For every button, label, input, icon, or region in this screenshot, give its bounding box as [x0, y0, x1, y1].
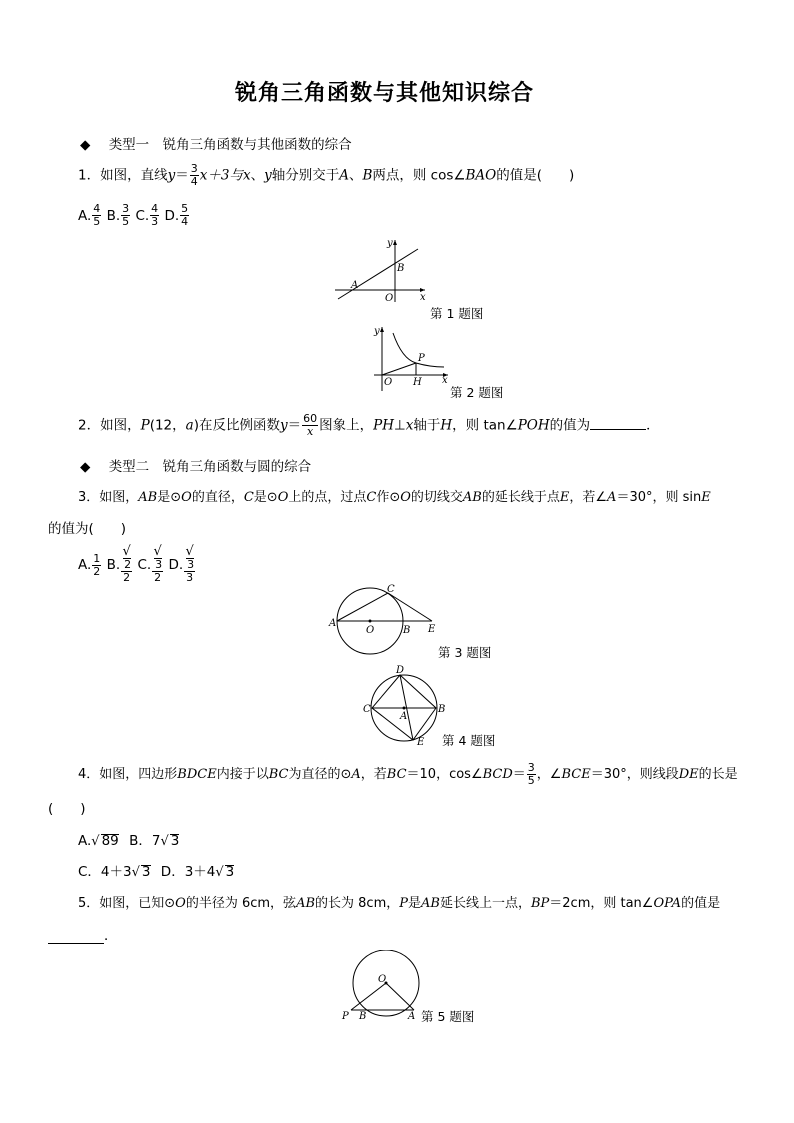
label-d: D — [396, 665, 405, 676]
option-a[interactable]: A. $\frac{1}{2}$ — [78, 551, 101, 578]
figure-2-caption: 第 2 题图 — [450, 385, 504, 400]
figure-5-circle-chord — [338, 950, 422, 1024]
tangent-ce — [388, 593, 432, 621]
fraction: $\frac{3}{4}$ — [190, 162, 198, 188]
question-1-options — [78, 203, 190, 228]
label-c: C — [387, 584, 395, 595]
label-b: B — [403, 625, 411, 636]
line-ab — [338, 249, 418, 299]
question-4-line2: ( ) — [48, 801, 86, 817]
option-a[interactable]: A. $\frac{4}{5}$ — [78, 202, 101, 228]
option-c[interactable]: C. $\frac{4}{3}$ — [135, 202, 159, 228]
question-3-options — [78, 546, 196, 584]
question-3-line2: 的值为( ) — [48, 521, 127, 537]
option-b[interactable]: B. √ 2 2 — [106, 544, 132, 584]
option-b[interactable]: B. $\frac{3}{5}$ — [106, 202, 130, 228]
figure-1-caption: 第 1 题图 — [430, 306, 484, 321]
label-a: A — [329, 618, 337, 629]
figure-3-caption: 第 3 题图 — [438, 645, 492, 660]
figure-2-hyperbola-graph — [368, 323, 450, 395]
question-1: 1．如图，直线y＝ $\frac{3}{4}$ x＋3与x、y轴分别交于A、B两点，则 cos∠BAO的值是( ) — [78, 162, 575, 188]
figure-3-circle-tangent — [326, 584, 442, 658]
label-p: P — [342, 1011, 349, 1022]
label-x: x — [442, 375, 448, 386]
question-4-options-ab — [78, 829, 179, 849]
figure-1-line-graph — [330, 236, 430, 306]
label-y: y — [387, 238, 393, 249]
label-o: O — [378, 974, 387, 985]
section-1-label: 类型一 锐角三角函数与其他函数的综合 — [108, 137, 352, 153]
center-o — [369, 620, 372, 623]
question-3: 3．如图，AB是⊙O的直径，C是⊙O上的点，过点C作⊙O的切线交AB的延长线于点E，若∠A＝30°，则 sinE — [78, 490, 711, 505]
center-a — [403, 707, 406, 710]
label-y: y — [374, 326, 380, 337]
question-5: 5．如图，已知⊙O的半径为 6cm，弦AB的长为 8cm，P是AB延长线上一点，BP＝2cm，则 tan∠OPA的值是 — [78, 896, 721, 911]
section-2-label: 类型二 锐角三角函数与圆的综合 — [108, 459, 312, 475]
bullet-icon: ◆ — [80, 137, 91, 153]
option-c[interactable]: C. √ 3 2 — [137, 544, 163, 584]
label-c: C — [363, 704, 371, 715]
label-p: P — [418, 353, 425, 364]
answer-blank[interactable] — [590, 417, 646, 430]
segment-op — [382, 363, 416, 375]
option-d[interactable]: D．3＋4√ 3 — [160, 864, 235, 880]
option-d[interactable]: D. $\frac{5}{4}$ — [164, 202, 189, 228]
question-5-line2: ． — [48, 924, 118, 944]
bullet-icon: ◆ — [80, 459, 91, 475]
label-o: O — [385, 293, 394, 304]
option-c[interactable]: C．4＋3√ 3 — [78, 864, 151, 880]
label-e: E — [417, 737, 425, 747]
label-a: A — [400, 711, 408, 722]
option-d[interactable]: D. √ 3 3 — [168, 544, 195, 584]
answer-blank[interactable] — [48, 931, 104, 944]
figure-5-caption: 第 5 题图 — [421, 1009, 475, 1024]
label-x: x — [420, 292, 426, 303]
section-heading-1 — [80, 133, 352, 153]
label-b: B — [397, 263, 405, 274]
label-a: A — [408, 1011, 416, 1022]
label-a: A — [351, 280, 359, 291]
page-title: 锐角三角函数与其他知识综合 — [235, 81, 535, 106]
option-b[interactable]: B．7√ 3 — [129, 833, 180, 849]
label-b: B — [359, 1011, 367, 1022]
label-o: O — [366, 625, 375, 636]
figure-4-caption: 第 4 题图 — [442, 733, 496, 748]
question-2: 2．如图，P(12，a)在反比例函数y＝ $\frac{60}{x}$ 图象上，PH⊥x轴于H，则 tan∠POH的值为 ． — [78, 412, 660, 438]
label-h: H — [413, 377, 422, 388]
segment-oa — [386, 983, 414, 1010]
question-4: 4．如图，四边形BDCE内接于以BC为直径的⊙A，若BC＝10，cos∠BCD＝ $\frac{3}{5}$ ，∠BCE＝30°，则线段DE的长是 — [78, 761, 738, 787]
label-o: O — [384, 377, 393, 388]
question-4-options-cd — [78, 860, 234, 880]
label-b: B — [438, 704, 446, 715]
label-e: E — [428, 624, 436, 635]
chord-ac — [337, 593, 388, 621]
section-heading-2 — [80, 455, 311, 475]
figure-4-inscribed-quadrilateral — [360, 661, 450, 747]
option-a[interactable]: A.√ 89 — [78, 833, 119, 849]
